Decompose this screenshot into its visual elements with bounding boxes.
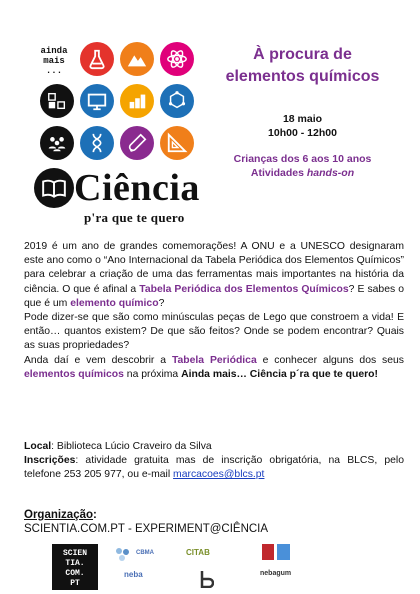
text: Anda daí e vem descobrir a [24,354,172,366]
scientia-line: TIA. [65,559,85,568]
event-title-line2: elementos químicos [225,68,380,85]
university-mark-icon [262,544,292,564]
paragraph-invite [24,354,404,382]
inscricoes-line [24,454,404,482]
nebagum-text: nebagum [260,570,292,577]
atom-icon [160,42,194,76]
org-colon: : [93,509,97,521]
text: na próxima [123,368,182,380]
scientia-line: PT [70,579,80,588]
citab-text: CITAB [186,548,210,557]
text: e conhecer alguns dos seus [256,354,405,366]
event-date: 18 maio [282,113,323,125]
flask-icon [80,42,114,76]
email-link[interactable]: marcacoes@blcs.pt [173,469,265,480]
book-icon [34,168,74,208]
ainda-mais-label [36,46,72,76]
mais-text: mais [43,56,65,66]
text: ? E sabes o que é um [24,283,404,309]
ainda-text: ainda [40,46,68,56]
elements-icon [40,84,74,118]
text: ? [158,297,165,309]
scientia-line: COM. [65,569,85,578]
org-value: SCIENTIA.COM.PT - EXPERIMENT@CIÊNCIA [24,523,269,535]
inscricoes-value: : atividade gratuita mas de inscrição obrigatória, na BLCS, pelo telefone 253 205 977, ou e-mail [24,455,404,480]
activities-prefix: Atividades [250,167,307,179]
scientia-logo [52,544,98,590]
mountain-icon [120,42,154,76]
event-datetime [240,112,365,140]
computer-icon [80,84,114,118]
inscricoes-label: Inscrições [24,455,76,466]
scientia-line: SCIEN [62,549,87,558]
event-title [205,44,400,88]
local-label: Local [24,441,52,452]
local-value: : Biblioteca Lúcio Craveiro da Silva [51,441,212,452]
partner-logos [24,540,404,594]
ciencia-logo [24,38,202,230]
test-tube-icon [120,126,154,160]
logo-title: Ciência [74,167,200,209]
text: 2019 é um ano de grandes comemorações! A ONU e a UNESCO designaram este ano como o “Ano Internacional da Tabela Periódica dos Elementos Químicos” para celebrar a criação de uma das ferramentas mais importantes na história da ciência. O que é afinal a [24,241,404,295]
event-description [24,240,404,382]
event-info [24,440,404,482]
event-time: 10h00 - 12h00 [268,127,337,139]
audience-age: Crianças dos 6 aos 10 anos [233,153,372,165]
university-logo [262,544,292,564]
people-icon [40,126,74,160]
blcs-mark-icon [200,570,214,588]
ciencia-wordmark [34,166,202,230]
highlight-tabela-periodica: Tabela Periódica dos Elementos Químicos [139,283,349,295]
cbma-text: CBMA [136,550,154,556]
blcs-logo [200,570,214,588]
event-title-line1: À procura de [253,46,352,63]
set-square-icon [160,126,194,160]
event-audience [215,152,390,180]
ellipsis-text: ... [45,66,63,76]
activities-hands-on: hands-on [306,167,355,179]
local-line [24,440,404,454]
hexagon-molecule-icon [160,84,194,118]
atom-molecule-icon [120,84,154,118]
highlight-elemento-quimico: elemento químico [70,297,159,309]
dna-icon [80,126,114,160]
org-label: Organização [24,509,94,521]
paragraph-lego: Pode dizer-se que são como minúsculas peças de Lego que constroem a vida! E então… quantos existem? De que são feitos? Onde se podem encontrar? Quais as suas propriedades? [24,312,404,352]
activities-line [215,166,390,180]
logo-subtitle: p'ra que te quero [84,210,185,225]
cbma-mark-icon [114,546,132,564]
program-name: Ainda mais… Ciência p´ra que te quero! [181,368,378,380]
paragraph-intro [24,240,404,311]
organization [24,508,404,536]
neba-text: neba [124,570,143,579]
highlight-tabela: Tabela Periódica [171,354,257,366]
cbma-logo [114,546,154,569]
highlight-elementos: elementos químicos [24,368,124,380]
